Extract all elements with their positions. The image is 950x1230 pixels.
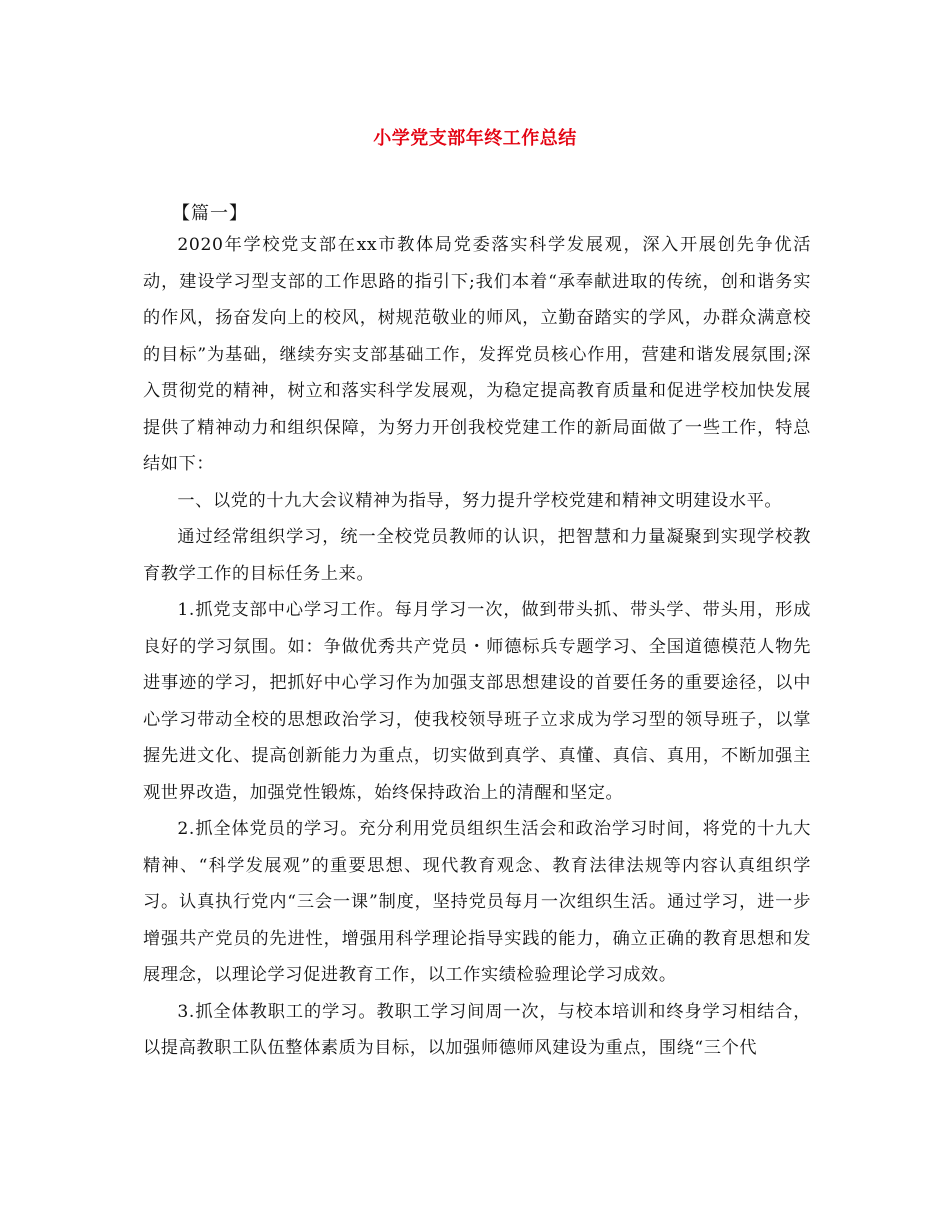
paragraph: 3.抓全体教职工的学习。教职工学习间周一次，与校本培训和终身学习相结合，以提高教职工队伍整体素质为目标，以加强师德师风建设为重点，围绕“三个代 <box>143 1001 811 1058</box>
paragraph: 1.抓党支部中心学习工作。每月学习一次，做到带头抓、带头学、带头用，形成良好的学习氛围。如：争做优秀共产党员・师德标兵专题学习、全国道德模范人物先进事迹的学习，把抓好中心学习作为加强支部思想建设的首要任务的重要途径，以中心学习带动全校的思想政治学习，使我校领导班子立求成为学习型的领导班子，以掌握先进文化、提高创新能力为重点，切实做到真学、真懂、真信、真用，不断加强主观世界改造，加强党性锻炼，始终保持政治上的清醒和坚定。 <box>143 600 811 803</box>
document-title: 小学党支部年终工作总结 <box>373 128 577 149</box>
paragraph: 2.抓全体党员的学习。充分利用党员组织生活会和政治学习时间，将党的十九大精神、“科学发展观”的重要思想、现代教育观念、教育法律法规等内容认真组织学习。认真执行党内“三会一课”制度，坚持党员每月一次组织生活。通过学习，进一步增强共产党员的先进性，增强用科学理论指导实践的能力，确立正确的教育思想和发展理念，以理论学习促进教育工作，以工作实绩检验理论学习成效。 <box>143 819 811 985</box>
paragraph: 2020年学校党支部在xx市教体局党委落实科学发展观，深入开展创先争优活动，建设学习型支部的工作思路的指引下;我们本着“承奉献进取的传统，创和谐务实的作风，扬奋发向上的校风，树规范敬业的师风，立勤奋踏实的学风，办群众满意校的目标”为基础，继续夯实支部基础工作，发挥党员核心作用，营建和谐发展氛围;深入贯彻党的精神，树立和落实科学发展观，为稳定提高教育质量和促进学校加快发展提供了精神动力和组织保障，为努力开创我校党建工作的新局面做了一些工作，特总结如下： <box>143 235 811 474</box>
document-body <box>143 227 811 1067</box>
section-heading: 【篇一】 <box>172 203 248 224</box>
paragraph: 一、以党的十九大会议精神为指导，努力提升学校党建和精神文明建设水平。 <box>177 490 783 511</box>
paragraph: 通过经常组织学习，统一全校党员教师的认识，把智慧和力量凝聚到实现学校教育教学工作的目标任务上来。 <box>143 527 811 584</box>
